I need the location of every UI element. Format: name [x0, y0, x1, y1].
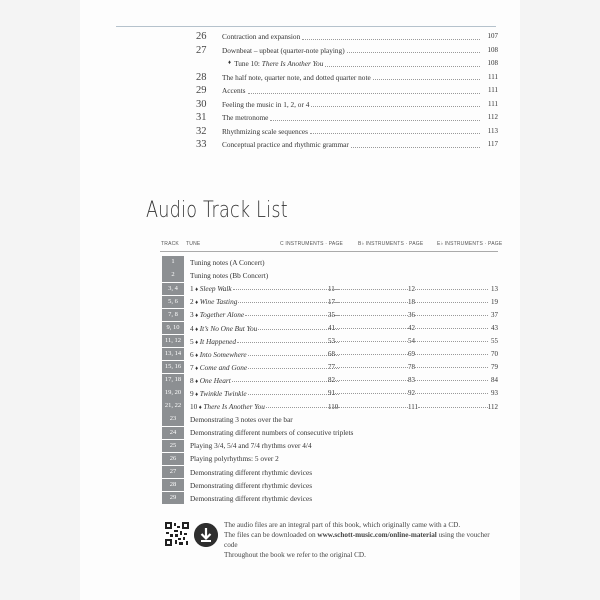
- page-number-eb: 19: [491, 297, 498, 306]
- tune-title: It’s No One But You: [199, 323, 258, 333]
- track-row[interactable]: [162, 466, 498, 479]
- track-row[interactable]: [162, 282, 498, 295]
- tune-number: 8: [190, 375, 194, 385]
- tune-title: Come and Gone: [199, 362, 248, 372]
- track-description: Demonstrating different rhythmic devices: [190, 480, 313, 490]
- tune-number: 1: [190, 284, 194, 294]
- toc-chapter-number: [196, 57, 222, 71]
- toc-chapter-number: 31: [196, 112, 207, 123]
- toc-entry[interactable]: [196, 125, 498, 139]
- top-rule: [116, 26, 496, 27]
- tune-number: 5: [190, 336, 194, 346]
- track-number-badge: 23: [162, 413, 184, 425]
- track-number-badge: 24: [162, 427, 184, 439]
- audio-note-line2: The files can be downloaded on www.schott-music.com/online-material using the voucher code: [224, 531, 490, 549]
- dot-leader: [415, 392, 488, 394]
- page-number-c: 91: [328, 389, 335, 398]
- track-row[interactable]: [162, 426, 498, 439]
- dot-leader: [232, 380, 339, 382]
- dot-leader: [248, 393, 339, 395]
- track-row[interactable]: [162, 387, 498, 400]
- page-number-eb: 93: [491, 389, 498, 398]
- page-number-c: 82: [328, 376, 335, 385]
- dot-leader: [335, 366, 408, 368]
- col-header-eb: E♭ INSTRUMENTS · PAGE: [437, 241, 503, 247]
- tune-number: 10: [190, 402, 198, 412]
- bullet-icon: ♦: [193, 391, 200, 398]
- track-description: Demonstrating different rhythmic devices: [190, 493, 313, 503]
- dot-leader: [325, 65, 480, 67]
- dot-leader: [415, 379, 488, 381]
- page-number-bb: 54: [408, 337, 415, 346]
- dot-leader: [248, 367, 339, 369]
- track-row[interactable]: [162, 335, 498, 348]
- page-number-bb: 92: [408, 389, 415, 398]
- track-number-badge: 25: [162, 440, 184, 452]
- track-number-badge: 2: [162, 269, 184, 281]
- page-number-c: 41: [328, 324, 335, 333]
- toc-title: Conceptual practice and rhythmic grammar: [222, 140, 349, 149]
- track-row[interactable]: [162, 439, 498, 452]
- toc-entry[interactable]: [196, 57, 498, 71]
- tune-number: 9: [190, 388, 194, 398]
- track-number-badge: 5, 6: [162, 296, 184, 308]
- page-number-c: 17: [328, 297, 335, 306]
- dot-leader: [335, 327, 408, 329]
- audio-note-line3: Throughout the book we refer to the original CD.: [224, 551, 366, 559]
- track-row[interactable]: [162, 400, 498, 413]
- tune-number: 6: [190, 349, 194, 359]
- page-number-eb: 79: [491, 363, 498, 372]
- tune-title: Sleep Walk: [199, 284, 232, 294]
- page-number-eb: 13: [491, 284, 498, 293]
- tune-title: There Is Another You: [203, 402, 265, 412]
- dot-leader: [248, 92, 480, 94]
- dot-leader: [335, 379, 408, 381]
- toc-chapter-number: 27: [196, 44, 207, 56]
- toc-page-number: 112: [487, 113, 498, 121]
- dot-leader: [302, 38, 480, 40]
- track-row[interactable]: [162, 413, 498, 426]
- download-url-link[interactable]: www.schott-music.com/online-material: [317, 531, 437, 539]
- toc-entry[interactable]: [196, 44, 498, 58]
- toc-title: The metronome: [222, 113, 269, 122]
- track-number-badge: 1: [162, 256, 184, 268]
- dot-leader: [311, 105, 480, 107]
- toc-page-number: 113: [487, 126, 498, 135]
- toc-title: Contraction and expansion: [222, 32, 301, 41]
- track-number-badge: 19, 20: [162, 387, 184, 399]
- dot-leader: [248, 354, 339, 356]
- col-header-track: TRACK: [161, 241, 179, 247]
- tune-title: Twinkle Twinkle: [199, 388, 247, 398]
- page-number-bb: 18: [408, 297, 415, 306]
- bullet-icon: ♦: [193, 287, 200, 294]
- track-row[interactable]: [162, 295, 498, 308]
- dot-leader: [415, 366, 488, 368]
- dot-leader: [415, 327, 488, 329]
- bullet-icon: ♦: [193, 313, 200, 320]
- bullet-icon: ♦: [193, 352, 200, 359]
- page-title: Audio Track List: [146, 198, 288, 223]
- dot-leader: [233, 288, 339, 290]
- track-number-badge: 27: [162, 466, 184, 478]
- dot-leader: [415, 301, 488, 303]
- page-number-bb: 83: [408, 376, 415, 385]
- track-number-badge: 29: [162, 492, 184, 504]
- page-number-eb: 70: [491, 350, 498, 359]
- track-row[interactable]: [162, 361, 498, 374]
- track-number-badge: 15, 16: [162, 361, 184, 373]
- dot-leader: [335, 301, 408, 303]
- page-number-bb: 42: [408, 324, 415, 333]
- page-number-eb: 112: [487, 402, 498, 411]
- tune-number: 7: [190, 362, 194, 372]
- track-number-badge: 7, 8: [162, 309, 184, 321]
- col-header-bb: B♭ INSTRUMENTS · PAGE: [358, 241, 424, 247]
- dot-leader: [335, 340, 408, 342]
- page-number-c: 35: [328, 310, 335, 319]
- toc-page-number: 111: [488, 86, 498, 94]
- dot-leader: [335, 314, 408, 316]
- toc-title: Rhythmizing scale sequences: [222, 126, 308, 136]
- toc-title: The half note, quarter note, and dotted quarter note: [222, 72, 371, 82]
- toc-tune-prefix: Tune 10:: [234, 59, 262, 68]
- page-number-c: 68: [328, 350, 335, 359]
- toc-title: There Is Another You: [261, 59, 324, 68]
- toc-chapter-number: 28: [196, 71, 207, 83]
- track-description: Demonstrating different rhythmic devices: [190, 467, 313, 477]
- page-number-eb: 37: [491, 310, 498, 319]
- dot-leader: [310, 132, 480, 134]
- track-row[interactable]: [162, 492, 498, 505]
- bullet-icon: ♦: [193, 378, 200, 385]
- track-number-badge: 9, 10: [162, 322, 184, 334]
- toc-title: Downbeat – upbeat (quarter-note playing): [222, 45, 345, 55]
- bullet-icon: ♦: [197, 405, 204, 412]
- bullet-icon: ♦: [193, 300, 200, 307]
- bullet-icon: ♦: [193, 326, 200, 333]
- track-row[interactable]: [162, 256, 498, 269]
- toc-page-number: 107: [487, 32, 498, 40]
- track-row[interactable]: [162, 321, 498, 334]
- track-list: [162, 256, 498, 505]
- track-description: Playing 3/4, 5/4 and 7/4 rhythms over 4/4: [190, 441, 312, 451]
- dot-leader: [351, 146, 480, 148]
- track-description: Demonstrating different numbers of consecutive triplets: [190, 428, 354, 438]
- track-description: Demonstrating 3 notes over the bar: [190, 415, 293, 425]
- download-arrow-icon[interactable]: [194, 523, 218, 547]
- dot-leader: [418, 406, 488, 408]
- page-number-eb: 55: [491, 337, 498, 346]
- dot-leader: [238, 301, 339, 303]
- page-number-c: 110: [328, 402, 339, 411]
- dot-leader: [415, 340, 488, 342]
- header-divider: [160, 251, 498, 252]
- page-number-eb: 43: [491, 324, 498, 333]
- track-number-badge: 26: [162, 453, 184, 465]
- tune-number: 4: [190, 323, 194, 333]
- bullet-icon: ♦: [228, 60, 232, 66]
- dot-leader: [373, 78, 480, 80]
- col-header-tune: TUNE: [186, 241, 201, 247]
- track-row[interactable]: [162, 452, 498, 465]
- track-number-badge: 11, 12: [162, 335, 184, 347]
- bullet-icon: ♦: [193, 365, 200, 372]
- toc-entry[interactable]: [196, 111, 498, 125]
- tune-number: 3: [190, 310, 194, 320]
- toc-chapter-number: 33: [196, 139, 207, 150]
- tune-title: One Heart: [199, 375, 231, 385]
- page-number-c: 77: [328, 363, 335, 372]
- toc-entry[interactable]: [196, 71, 498, 85]
- dot-leader: [335, 392, 408, 394]
- page-number-bb: 36: [408, 310, 415, 319]
- track-number-badge: 13, 14: [162, 348, 184, 360]
- toc-entry[interactable]: [196, 98, 498, 112]
- track-row[interactable]: [162, 308, 498, 321]
- page-number-bb: 111: [408, 402, 418, 411]
- track-row[interactable]: [162, 269, 498, 282]
- track-description: Tuning notes (Bb Concert): [190, 271, 269, 281]
- dot-leader: [415, 353, 488, 355]
- audio-note-line1: The audio files are an integral part of this book, which originally came with a CD.: [224, 521, 461, 529]
- toc-entry[interactable]: [196, 84, 498, 98]
- dot-leader: [347, 51, 480, 53]
- toc-chapter-number: 26: [196, 31, 207, 42]
- tune-number: 2: [190, 297, 194, 307]
- page-number-bb: 69: [408, 350, 415, 359]
- dot-leader: [338, 406, 408, 408]
- toc-page-number: 111: [488, 72, 498, 81]
- dot-leader: [335, 353, 408, 355]
- track-description: Tuning notes (A Concert): [190, 258, 265, 268]
- col-header-c: C INSTRUMENTS · PAGE: [280, 241, 344, 247]
- page-number-bb: 12: [408, 284, 415, 293]
- track-description: Playing polyrhythms: 5 over 2: [190, 454, 279, 464]
- toc-chapter-number: 32: [196, 125, 207, 137]
- toc-chapter-number: 30: [196, 98, 207, 110]
- track-number-badge: 21, 22: [162, 400, 184, 412]
- page-number-c: 53: [328, 337, 335, 346]
- toc-page-number: 117: [487, 140, 498, 148]
- dot-leader: [415, 314, 488, 316]
- tune-title: Together Alone: [199, 310, 245, 320]
- dot-leader: [270, 119, 480, 121]
- toc-chapter-number: 29: [196, 85, 207, 96]
- track-number-badge: 28: [162, 479, 184, 491]
- track-row[interactable]: [162, 348, 498, 361]
- bullet-icon: ♦: [193, 339, 200, 346]
- track-number-badge: 17, 18: [162, 374, 184, 386]
- toc-title: Feeling the music in 1, 2, or 4: [222, 99, 310, 109]
- page-number-bb: 78: [408, 363, 415, 372]
- page-number-eb: 84: [491, 376, 498, 385]
- toc-title: Accents: [222, 86, 246, 95]
- dot-leader: [237, 341, 339, 343]
- table-of-contents: [196, 30, 498, 152]
- toc-page-number: 111: [488, 99, 498, 108]
- page-number-c: 11: [328, 284, 335, 293]
- toc-entry[interactable]: [196, 138, 498, 152]
- dot-leader: [335, 288, 408, 290]
- toc-page-number: 108: [487, 59, 498, 67]
- track-row[interactable]: [162, 374, 498, 387]
- dot-leader: [258, 328, 339, 330]
- track-number-badge: 3, 4: [162, 283, 184, 295]
- audio-note: [224, 520, 499, 560]
- tune-title: Wine Tasting: [199, 297, 238, 307]
- dot-leader: [415, 288, 488, 290]
- track-row[interactable]: [162, 479, 498, 492]
- toc-page-number: 108: [487, 45, 498, 54]
- tune-title: It Happened: [199, 336, 236, 346]
- tune-title: Into Somewhere: [199, 349, 247, 359]
- qr-code-icon: [164, 521, 190, 547]
- dot-leader: [245, 314, 339, 316]
- toc-entry[interactable]: [196, 30, 498, 44]
